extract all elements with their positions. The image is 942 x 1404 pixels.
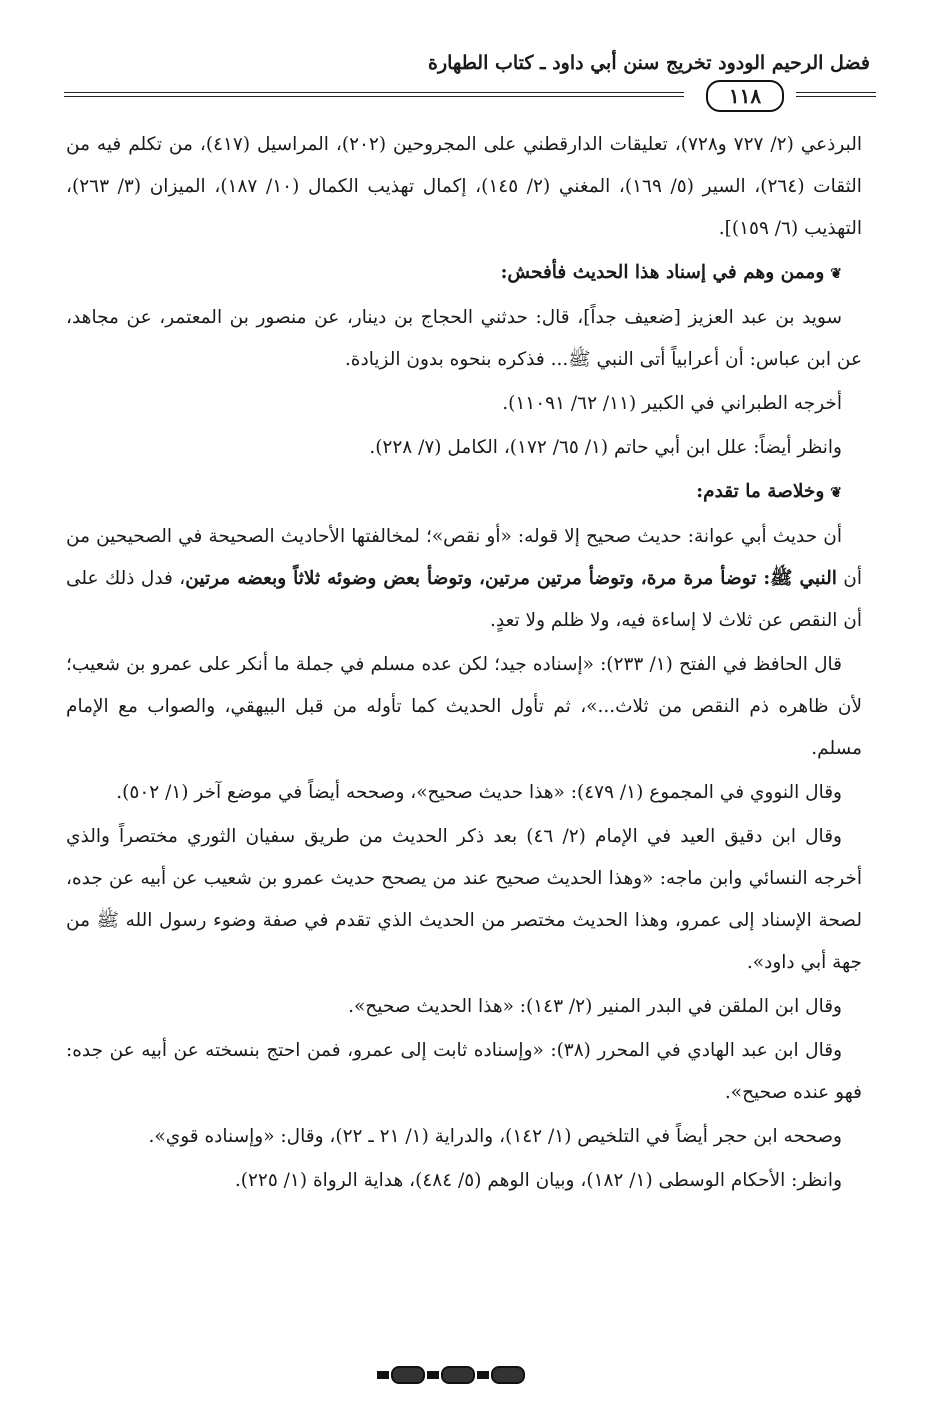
leaf-icon: ❦ <box>830 266 842 282</box>
ornament-oval <box>491 1366 525 1384</box>
paragraph: وانظر أيضاً: علل ابن أبي حاتم (١/ ٦٥/ ١٧٢)، الكامل (٧/ ٢٢٨). <box>369 437 842 458</box>
paragraph: وقال ابن الملقن في البدر المنير (٢/ ١٤٣): «هذا الحديث صحيح». <box>348 996 842 1017</box>
paragraph: قال الحافظ في الفتح (١/ ٢٣٣): «إسناده جيد؛ لكن عده مسلم في جملة ما أنكر على عمرو بن شعيب؛ لأن ظاهره ذم النقص من ثلاث...»، ثم تأول الحديث كما تأوله من قبل البيهقي، والصواب مع الإمام مسلم. <box>66 654 862 759</box>
paragraph: وصححه ابن حجر أيضاً في التلخيص (١/ ١٤٢)، والدراية (١/ ٢١ ـ ٢٢)، وقال: «وإسناده قوي». <box>148 1126 842 1147</box>
paragraph: وقال النووي في المجموع (١/ ٤٧٩): «هذا حديث صحيح»، وصححه أيضاً في موضع آخر (١/ ٥٠٢). <box>116 782 842 803</box>
subheading-text: وخلاصة ما تقدم: <box>696 481 825 502</box>
page-body <box>66 124 862 1204</box>
ornament-bar <box>427 1371 439 1379</box>
text-run: أن حديث أبي عوانة: حديث صحيح إلا قوله: «أو نقص»؛ لمخالفتها الأحاديث الصحيحة في الصحيحين من أن <box>66 526 863 589</box>
header-rule <box>796 92 876 93</box>
page-header <box>64 48 876 108</box>
paragraph: وقال ابن دقيق العيد في الإمام (٢/ ٤٦) بعد ذكر الحديث من طريق سفيان الثوري مختصراً والذي أخرجه النسائي وابن ماجه: «وهذا الحديث صحيح عند من يصحح حديث عمرو بن شعيب عن أبيه عن جده، لصحة الإسناد إلى عمرو، وهذا الحديث مختصر من الحديث الذي تقدم في صفة وضوء رسول الله ﷺ من جهة أبي داود». <box>66 826 862 973</box>
ornament-bar <box>377 1371 389 1379</box>
ornament-bar <box>477 1371 489 1379</box>
header-rule <box>796 96 876 97</box>
running-title: فضل الرحيم الودود تخريج سنن أبي داود ـ كتاب الطهارة <box>428 52 870 74</box>
text-run: ، فدل ذلك على أن النقص عن ثلاث لا إساءة فيه، ولا ظلم ولا تعدٍ. <box>66 568 862 631</box>
ornament-oval <box>391 1366 425 1384</box>
paragraph: وانظر: الأحكام الوسطى (١/ ١٨٢)، وبيان الوهم (٥/ ٤٨٤)، هداية الرواة (١/ ٢٢٥). <box>234 1170 842 1191</box>
leaf-icon: ❦ <box>830 485 842 501</box>
subheading <box>66 252 862 295</box>
header-rule <box>64 92 684 93</box>
subheading-text: وممن وهم في إسناد هذا الحديث فأفحش: <box>500 262 825 283</box>
paragraph: أخرجه الطبراني في الكبير (١١/ ٦٢/ ١١٠٩١). <box>502 393 842 414</box>
emphasis-text: النبي ﷺ: توضأ مرة مرة، وتوضأ مرتين مرتين، وتوضأ بعض وضوئه ثلاثاً وبعضه مرتين <box>185 568 837 589</box>
ornament-oval <box>441 1366 475 1384</box>
header-rule <box>64 96 684 97</box>
page-number: ١١٨ <box>706 80 784 112</box>
paragraph: وقال ابن عبد الهادي في المحرر (٣٨): «وإسناده ثابت إلى عمرو، فمن احتج بنسخته عن أبيه عن جده: فهو عنده صحيح». <box>66 1040 862 1103</box>
paragraph: سويد بن عبد العزيز [ضعيف جداً]، قال: حدثني الحجاج بن دينار، عن منصور بن المعتمر، عن مجاهد، عن ابن عباس: أن أعرابياً أتى النبي ﷺ... فذكره بنحوه بدون الزيادة. <box>66 307 862 370</box>
subheading <box>66 471 862 514</box>
paragraph <box>66 516 862 642</box>
paragraph: البرذعي (٢/ ٧٢٧ و٧٢٨)، تعليقات الدارقطني على المجروحين (٢٠٢)، المراسيل (٤١٧)، من تكلم فيه من الثقات (٢٦٤)، السير (٥/ ١٦٩)، المغني (٢/ ١٤٥)، إكمال تهذيب الكمال (١٠/ ١٨٧)، الميزان (٣/ ٢٦٣)، التهذيب (٦/ ١٥٩)]. <box>66 134 862 239</box>
ornament-divider-icon <box>372 1366 530 1384</box>
